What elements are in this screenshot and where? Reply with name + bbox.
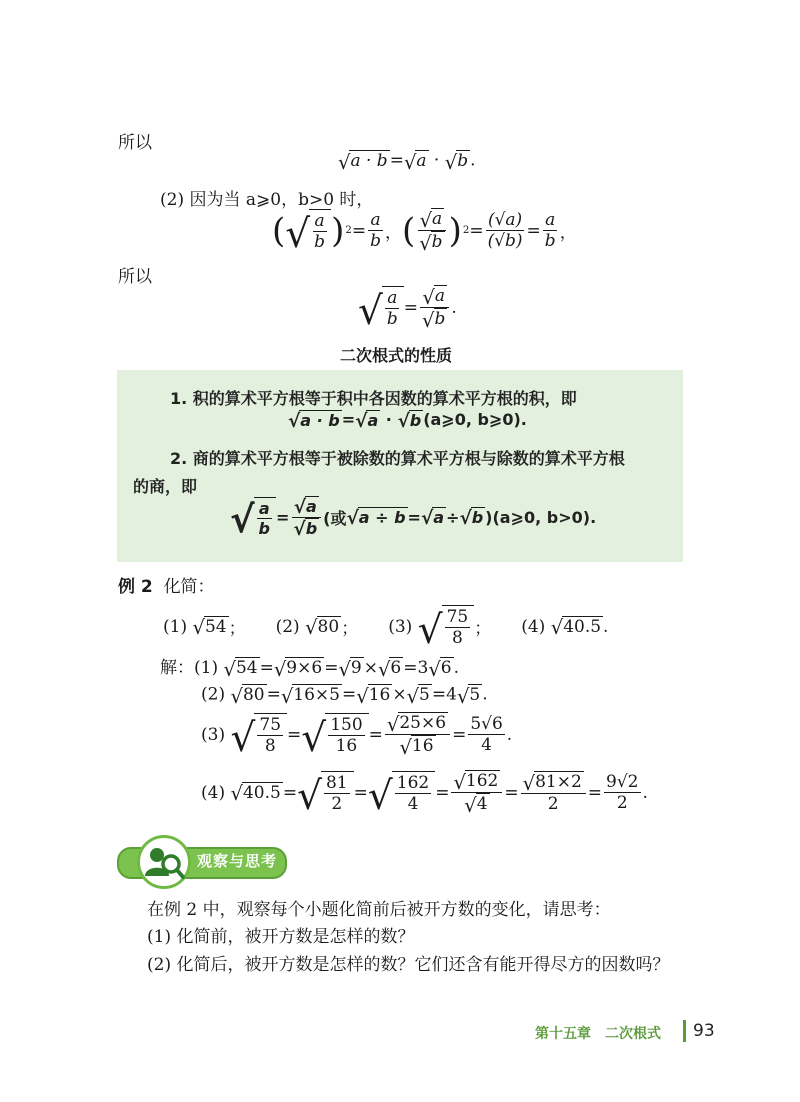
radical: √ b [444, 150, 469, 174]
suoyi-label-2: 所以 [118, 267, 152, 287]
property-2-formula: √ $\frac{a}{b}$ = √ a √ b (或 √ a ÷ b = √ a ÷ √ b ) (a⩾0, b>0). [230, 496, 597, 542]
person-magnifier-icon [137, 835, 191, 889]
observe-line-2: (1) 化简前，被开方数是怎样的数？ [147, 927, 415, 947]
property-1-text: 1. 积的算术平方根等于积中各因数的算术平方根的积，即 [170, 389, 577, 408]
observe-line-3: (2) 化简后，被开方数是怎样的数？它们还含有能开得尽方的因数吗？ [147, 955, 670, 975]
footer-divider [683, 1020, 686, 1042]
equation-sqrt-product: √ a · b = √ a · √ b . [338, 150, 476, 174]
solution-3: (3) √ $\frac{75}{8}$ = √ $\frac{150}{16}$ = √ 25×6 √ 16 = $\frac{5√6}{4}$ . [201, 712, 513, 761]
equation-sqrt-quotient: √ $\frac{a}{b}$ = √ a √ b . [358, 285, 457, 334]
solution-4: (4) √ 40.5 = √ $\frac{81}{2}$ = √ $\frac{162}{4}$ = √ 162 √ 4 = √ 81×2 2 = $\frac{9√2}{2}$ . [201, 770, 648, 819]
footer-chapter: 第十五章 二次根式 [535, 1026, 661, 1042]
example-heading: 例 2 化简： [118, 577, 215, 597]
observe-line-1: 在例 2 中，观察每个小题化简前后被开方数的变化，请思考： [147, 900, 611, 920]
solution-2: (2) √ 80 = √ 16×5 = √ 16 × √ 5 =4 √ 5 . [201, 684, 488, 708]
solution-1: 解：(1) √ 54 = √ 9×6 = √ 9 × √ 6 =3 √ 6 . [160, 658, 460, 682]
observe-badge [117, 835, 287, 887]
page-number: 93 [693, 1021, 715, 1041]
box-title: 二次根式的性质 [340, 346, 453, 365]
badge-label: 观察与思考 [197, 852, 278, 870]
equation-quotient-squares: ( √ $\frac{a}{b}$ ) 2 = $\frac{a}{b}$ ， ( √ a √ b ) 2 = $\frac{(√a)}{(√b)}$ = $\frac{a}{b}$ ， [272, 208, 577, 257]
example-items: (1) √ 54 ； (2) √ 80 ； (3) √ $\frac{75}{8}$ ； (4) √ 40.5 . [163, 607, 609, 653]
suoyi-label-1: 所以 [118, 133, 152, 153]
radical: √ a [403, 150, 427, 174]
property-1-formula: √ a · b = √ a · √ b (a⩾0, b⩾0). [288, 410, 527, 432]
property-2-text-a: 2. 商的算术平方根等于被除数的算术平方根与除数的算术平方根 [170, 449, 625, 468]
radical: √ a · b [338, 150, 388, 174]
part2-intro: (2) 因为当 a⩾0，b>0 时， [160, 190, 374, 210]
property-2-text-b: 的商，即 [133, 477, 198, 496]
